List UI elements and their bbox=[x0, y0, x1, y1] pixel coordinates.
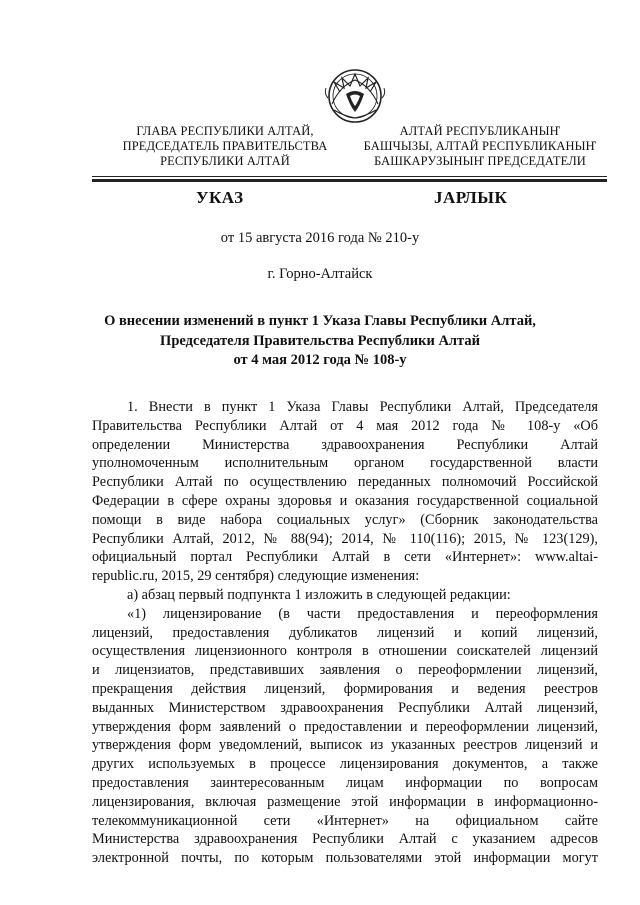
title-jarlyk: JАРЛЫК bbox=[434, 188, 508, 207]
body-line: и лицензиатов, представивших заявления о переоформлении лицензий, bbox=[92, 662, 598, 679]
body-line: других используемых в процессе лицензирования документов, а также bbox=[92, 756, 598, 773]
body-line: электронной почты, по которым пользователями этой информации могут bbox=[92, 850, 598, 867]
body-line: лицензирования, включая размещение этой информации в информационно- bbox=[92, 793, 598, 810]
body-line: телекоммуникационной сети «Интернет» на официальном сайте bbox=[92, 812, 598, 829]
document-date: от 15 августа 2016 года № 210-у bbox=[220, 230, 420, 246]
document-place: г. Горно-Алтайск bbox=[267, 266, 373, 282]
body-line: уполномоченным исполнительным органом государственной власти bbox=[92, 455, 598, 472]
body-line: Министерства здравоохранения Республики Алтай с указанием адресов bbox=[92, 831, 598, 848]
header-right-line: АЛТАЙ РЕСПУБЛИКАНЫҤ bbox=[399, 124, 561, 138]
header-right-block bbox=[355, 124, 605, 169]
body-line: «1) лицензирование (в части предоставления и переоформления bbox=[127, 605, 598, 622]
body-line: предоставления заинтересованным лицам информации по вопросам bbox=[92, 774, 598, 791]
document-heading bbox=[0, 312, 640, 371]
body-line: 1. Внести в пункт 1 Указа Главы Республики Алтай, Председателя bbox=[127, 399, 598, 415]
body-line: помощи в виде набора социальных услуг» (Сборник законодательства bbox=[92, 511, 598, 528]
header-left-line: РЕСПУБЛИКИ АЛТАЙ bbox=[160, 154, 290, 168]
body-line: Правительства Республики Алтай от 4 мая 2012 года № 108-у «Об bbox=[92, 417, 598, 434]
republic-coat-of-arms-icon bbox=[320, 66, 390, 124]
body-line: Федерации в сфере охраны здоровья и оказания государственной социальной bbox=[92, 492, 598, 509]
header-left-line: ПРЕДСЕДАТЕЛЬ ПРАВИТЕЛЬСТВА bbox=[122, 139, 328, 153]
body-line: определении Министерства здравоохранения Республики Алтай bbox=[92, 436, 598, 453]
document-body bbox=[92, 398, 598, 868]
heading-line: Председателя Правительства Республики Алтай bbox=[160, 332, 480, 349]
heading-line: О внесении изменений в пункт 1 Указа Главы Республики Алтай, bbox=[104, 313, 536, 329]
header-divider-thin bbox=[92, 176, 607, 177]
body-line: Республики Алтай, 2012, № 88(94); 2014, № 110(116); 2015, № 123(129), bbox=[92, 530, 598, 547]
header-right-line: БАШЧЫЗЫ, АЛТАЙ РЕСПУБЛИКАНЫҤ bbox=[363, 139, 597, 153]
header-left-block bbox=[120, 124, 330, 169]
heading-line: от 4 мая 2012 года № 108-у bbox=[233, 352, 407, 368]
header-divider-thick bbox=[92, 179, 607, 182]
body-line: а) абзац первый подпункта 1 изложить в следующей редакции: bbox=[127, 586, 511, 603]
body-line: Республики Алтай по осуществлению переданных полномочий Российской bbox=[92, 474, 598, 491]
body-line: утверждения форм заявлений о предоставлении и переоформлении лицензий, bbox=[92, 718, 598, 735]
body-line: republic.ru, 2015, 29 сентября) следующие изменения: bbox=[92, 568, 420, 585]
body-line: лицензий, предоставления дубликатов лицензий и копий лицензий, bbox=[92, 624, 598, 641]
header-left-line: ГЛАВА РЕСПУБЛИКИ АЛТАЙ, bbox=[136, 124, 314, 138]
body-line: осуществления лицензионного контроля в отношении соискателей лицензий bbox=[92, 643, 598, 660]
body-line: выданных Министерством здравоохранения Республики Алтай лицензий, bbox=[92, 699, 598, 716]
body-line: официальный портал Республики Алтай в сети «Интернет»: www.altai- bbox=[92, 549, 598, 566]
body-line: прекращения действия лицензий, формирования и ведения реестров bbox=[92, 680, 598, 697]
body-line: утверждения форм уведомлений, выписок из указанных реестров лицензий и bbox=[92, 737, 598, 754]
title-ukaz: УКАЗ bbox=[196, 188, 244, 207]
header-right-line: БАШКАРУЗЫНЫҤ ПРЕДСЕДАТЕЛИ bbox=[374, 154, 586, 168]
